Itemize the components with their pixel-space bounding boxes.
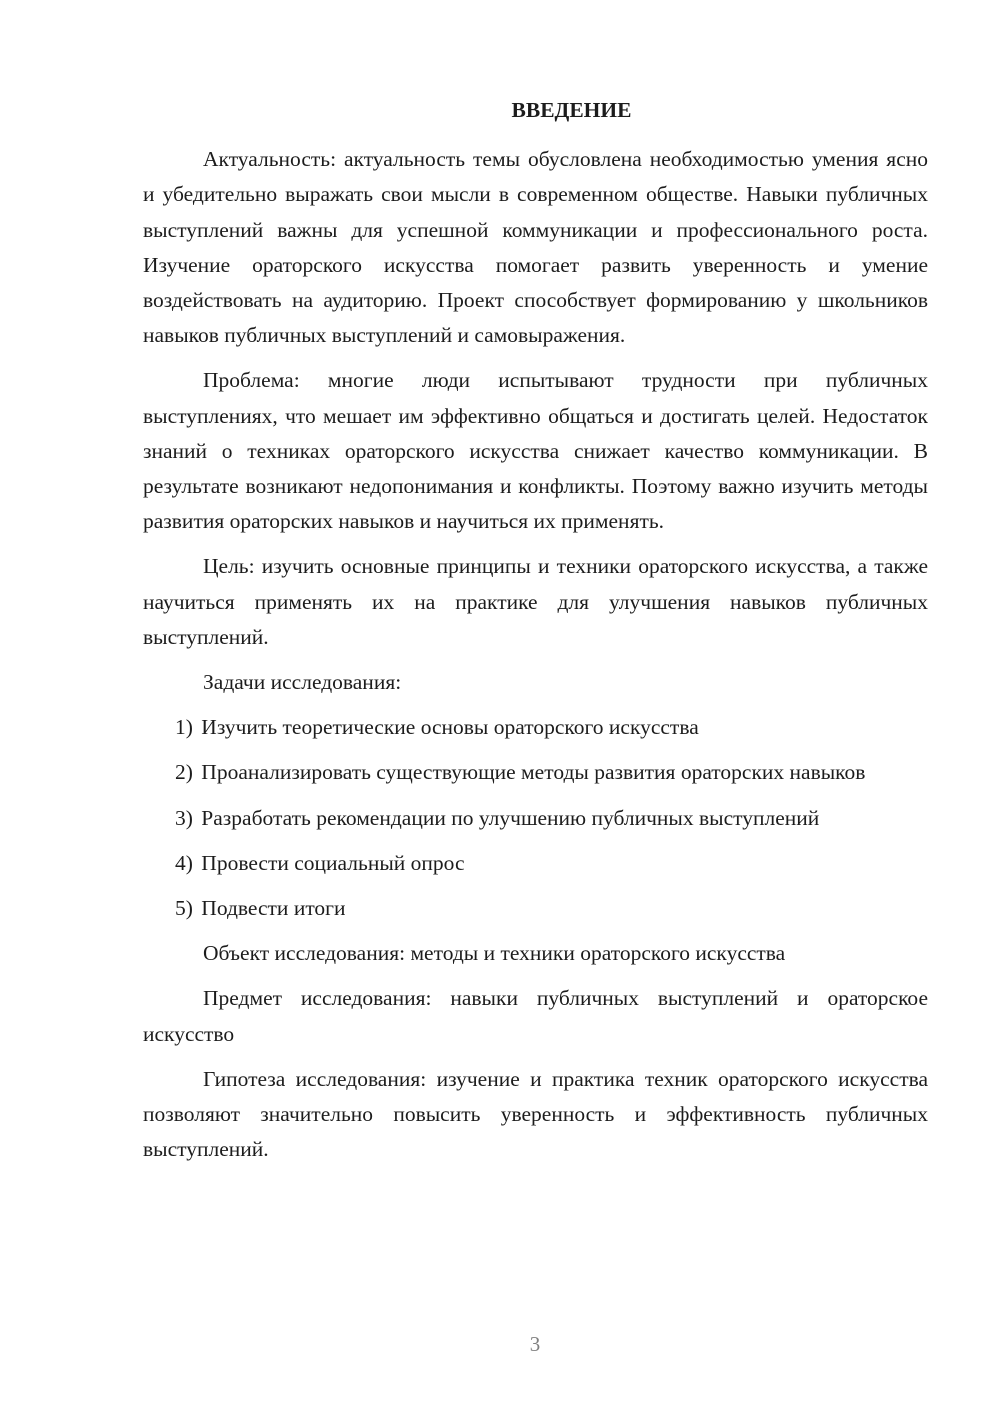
task-text: Разработать рекомендации по улучшению публичных выступлений — [201, 805, 820, 830]
tasks-heading: Задачи исследования: — [203, 670, 402, 695]
hypothesis-paragraph: Гипотеза исследования: изучение и практика техник ораторского искусства позволяют значительно повысить уверенность и эффективность публичных выступлений. — [143, 1066, 928, 1162]
task-text: Изучить теоретические основы ораторского искусства — [201, 715, 699, 740]
goal-paragraph: Цель: изучить основные принципы и техники ораторского искусства, а также научиться применять их на практике для улучшения навыков публичных выступлений. — [143, 554, 928, 649]
task-item — [143, 710, 928, 745]
task-number: 3) — [175, 805, 193, 830]
task-item — [143, 846, 928, 881]
page-number: 3 — [529, 1332, 541, 1356]
task-number: 1) — [175, 715, 193, 740]
subject-paragraph: Предмет исследования: навыки публичных выступлений и ораторское искусство — [143, 986, 928, 1046]
task-number: 4) — [175, 850, 193, 875]
task-item — [143, 801, 928, 836]
relevance-paragraph: Актуальность: актуальность темы обусловлена необходимостью умения ясно и убедительно выражать свои мысли в современном обществе. Навыки публичных выступлений важны для успешной коммуникации и профессионального роста. Изучение ораторского искусства помогает развить уверенность и умение воздействовать на аудиторию. Проект способствует формированию у школьников навыков публичных выступлений и самовыражения. — [143, 147, 928, 348]
object-paragraph: Объект исследования: методы и техники ораторского искусства — [203, 941, 786, 966]
problem-paragraph: Проблема: многие люди испытывают трудности при публичных выступлениях, что мешает им эффективно общаться и достигать целей. Недостаток знаний о техниках ораторского искусства снижает качество коммуникации. В результате возникают недопонимания и конфликты. Поэтому важно изучить методы развития ораторских навыков и научиться их применять. — [143, 368, 928, 534]
task-number: 2) — [175, 760, 193, 785]
tasks-list — [143, 710, 928, 926]
document-body — [143, 93, 928, 1167]
task-text: Проанализировать существующие методы развития ораторских навыков — [201, 760, 866, 785]
section-heading: ВВЕДЕНИЕ — [511, 98, 632, 122]
task-item — [143, 755, 928, 790]
task-number: 5) — [175, 896, 193, 921]
task-item — [143, 891, 928, 926]
task-text: Провести социальный опрос — [201, 850, 465, 875]
task-text: Подвести итоги — [201, 896, 346, 921]
